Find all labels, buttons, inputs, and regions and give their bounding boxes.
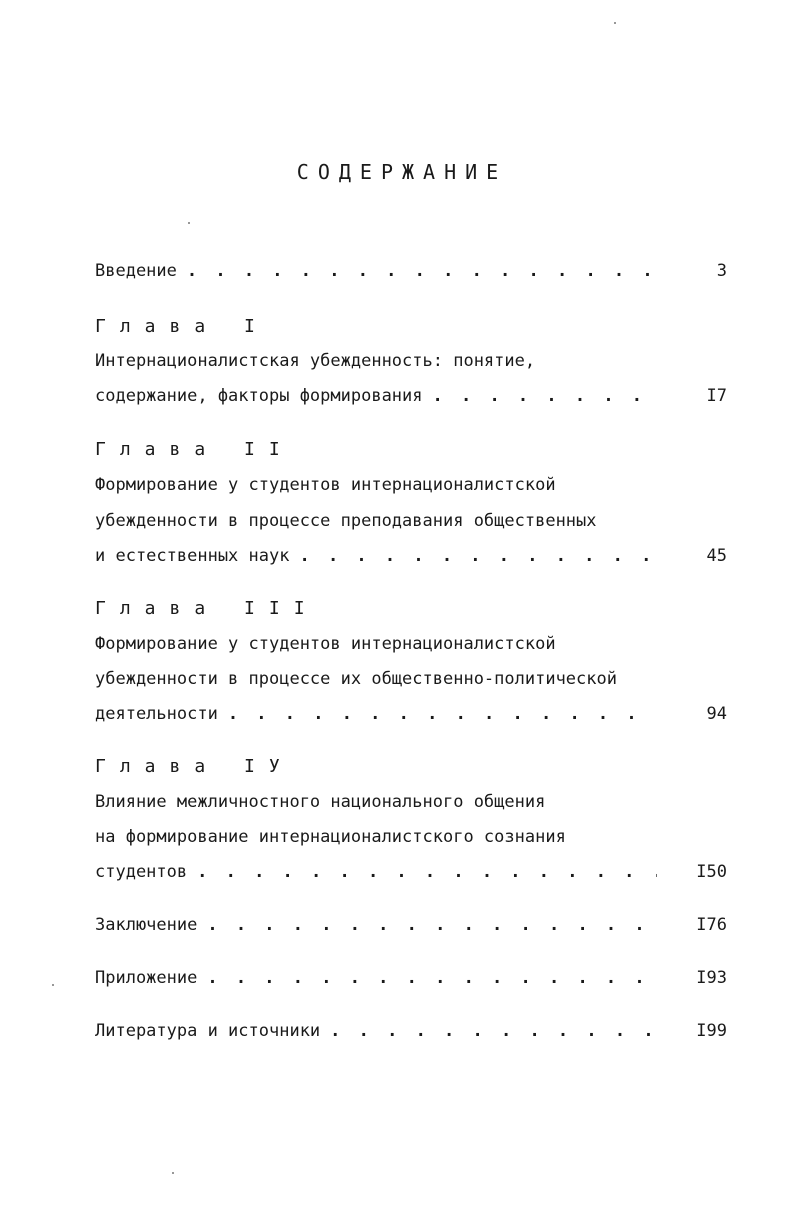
- toc-entry-label: Заключение: [95, 915, 198, 935]
- scan-speck: [52, 984, 54, 986]
- chapter-heading: Глава II: [95, 439, 294, 460]
- toc-entry-intro[interactable]: [95, 259, 727, 283]
- chapter-title-line: Интернационалистская убежденность: понятие,: [95, 351, 536, 371]
- chapter-title-line: убежденности в процессе преподавания общественных: [95, 511, 597, 531]
- chapter-heading: Глава III: [95, 598, 319, 619]
- page-number: I76: [696, 915, 727, 935]
- dot-leader: [330, 1019, 657, 1043]
- page-number: I93: [696, 968, 727, 988]
- chapter-title-line: и естественных наук: [95, 546, 290, 566]
- chapter-title-line: деятельности: [95, 704, 218, 724]
- dot-leader: [228, 702, 657, 726]
- toc-entry-chapter-3[interactable]: [95, 702, 727, 726]
- chapter-heading: Глава I: [95, 316, 269, 337]
- toc-entry-appendix[interactable]: [95, 966, 727, 990]
- chapter-title-line: Формирование у студентов интернационалистской: [95, 634, 556, 654]
- chapter-title-line: на формирование интернационалистского сознания: [95, 827, 566, 847]
- scan-speck: [188, 222, 190, 224]
- chapter-title-line: Формирование у студентов интернационалистской: [95, 475, 556, 495]
- page-number: 45: [706, 546, 727, 566]
- page-number: 94: [706, 704, 727, 724]
- toc-entry-literature[interactable]: [95, 1019, 727, 1043]
- page-number: 3: [716, 261, 727, 281]
- toc-entry-chapter-2[interactable]: [95, 544, 727, 568]
- chapter-title-line: убежденности в процессе их общественно-политической: [95, 669, 617, 689]
- chapter-heading: Глава IУ: [95, 756, 294, 777]
- toc-entry-conclusion[interactable]: [95, 913, 727, 937]
- page-number: I99: [696, 1021, 727, 1041]
- scan-speck: [172, 1172, 174, 1174]
- toc-entry-chapter-4[interactable]: [95, 860, 727, 884]
- dot-leader: [207, 966, 657, 990]
- dot-leader: [299, 544, 657, 568]
- page-number: I7: [706, 386, 727, 406]
- chapter-title-line: Влияние межличностного национального общения: [95, 792, 546, 812]
- toc-entry-label: Введение: [95, 261, 177, 281]
- toc-entry-label: Приложение: [95, 968, 198, 988]
- scan-speck: [614, 22, 616, 24]
- chapter-title-line: студентов: [95, 862, 188, 882]
- chapter-title-line: содержание, факторы формирования: [95, 386, 423, 406]
- page-number: I50: [696, 862, 727, 882]
- dot-leader: [197, 860, 657, 884]
- toc-entry-label: Литература и источники: [95, 1021, 321, 1041]
- toc-entry-chapter-1[interactable]: [95, 384, 727, 408]
- page-title: СОДЕРЖАНИЕ: [296, 160, 508, 184]
- dot-leader: [207, 913, 657, 937]
- dot-leader: [187, 259, 657, 283]
- dot-leader: [433, 384, 657, 408]
